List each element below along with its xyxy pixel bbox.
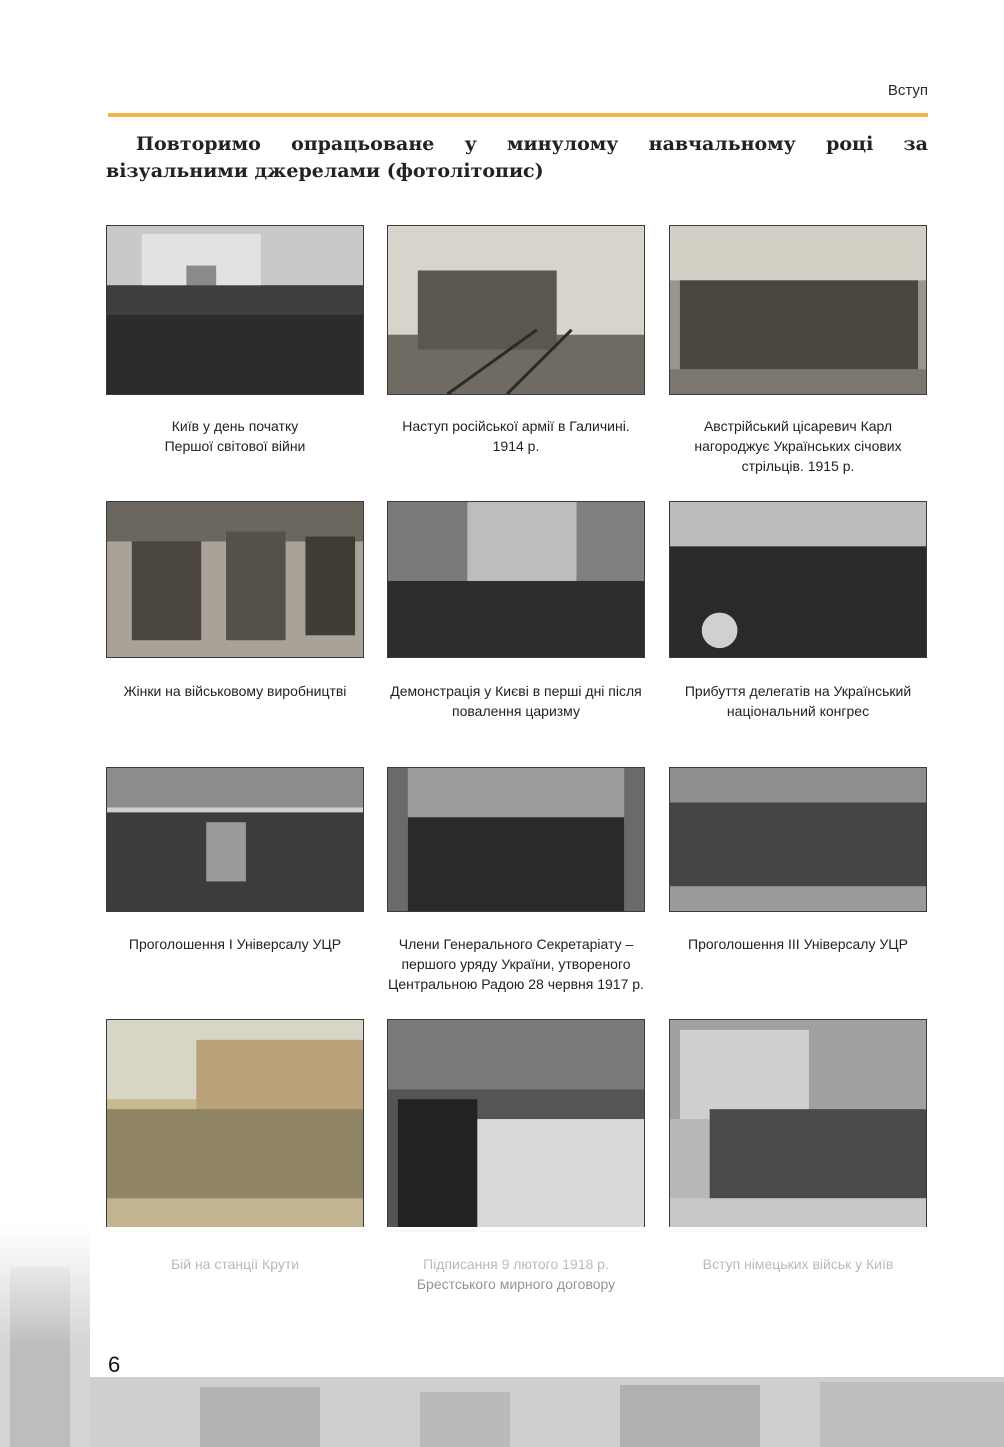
photo-caption: Демонстрація у Києві в перші дні після повалення царизму [390,683,642,719]
photo-caption: Проголошення ІІІ Універсалу УЦР [688,936,908,952]
photo-kyiv-demonstration [387,501,645,658]
photo-third-universal [669,767,927,912]
photo-russian-army-galicia [387,225,645,395]
photo-women-war-production [106,501,364,658]
photo-first-universal [106,767,364,912]
photo-caption: Наступ російської армії в Галичині. 1914 р. [402,418,630,454]
photo-caption: Проголошення І Універсалу УЦР [128,936,342,952]
section-label: Вступ [887,82,928,99]
photo-kyiv-war-start [106,225,364,395]
photo-caption: Прибуття делегатів на Український національний конгрес [684,683,912,719]
photo-caption: Члени Генерального Секретаріату – першого уряду України, утвореного Центральною Радою 28 червня 1917 р. [388,936,644,992]
photo-caption: Австрійський цісаревич Карл нагороджує Українських січових стрільців. 1915 р. [694,418,902,474]
photo-brest-treaty-signing [387,1019,645,1232]
page-number: 6 [108,1352,121,1377]
photo-caption: Жінки на військовому виробництві [123,683,347,699]
footer-city-background [0,1227,1004,1447]
photo-german-troops-kyiv [669,1019,927,1232]
photo-battle-of-kruty-painting [106,1019,364,1232]
photo-caption: Київ у день початку Першої світової війни [164,418,306,454]
photo-archduke-karl-riflemen [669,225,927,395]
photo-general-secretariat [387,767,645,912]
page-heading: Повторимо опрацьоване у минулому навчальному році за візуальними джерелами (фотолітопис) [106,133,928,182]
header-rule [108,113,928,117]
photo-ukrainian-congress-delegates [669,501,927,658]
